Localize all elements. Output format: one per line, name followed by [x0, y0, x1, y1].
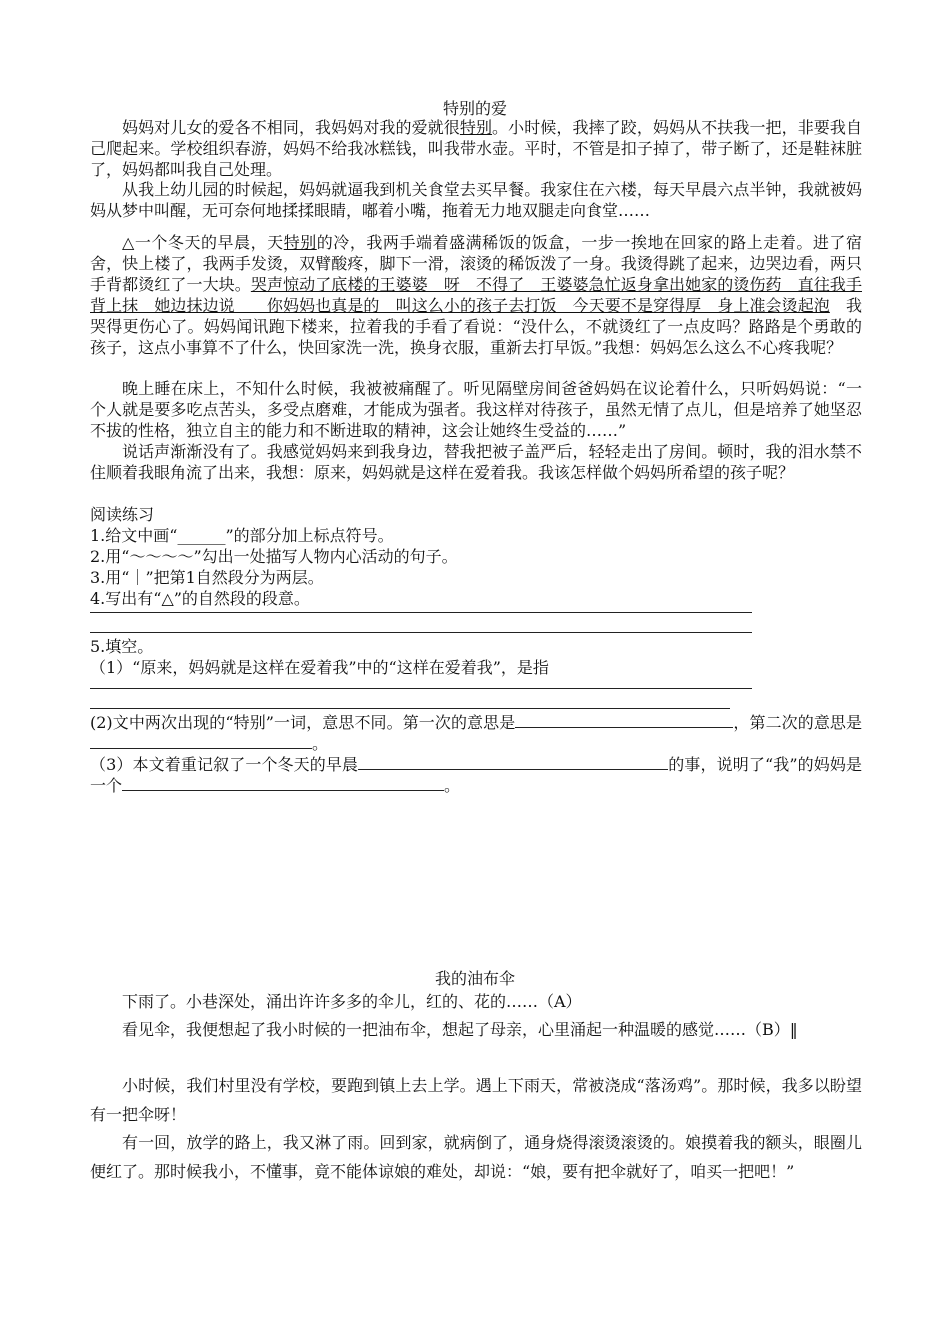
article2-paragraph-2: 看见伞，我便想起了我小时候的一把油布伞，想起了母亲，心里涌起一种温暖的感觉……（B）‖ — [122, 1020, 798, 1039]
answer-line-q5-1-a[interactable] — [90, 688, 752, 689]
article1-paragraph-4: 晚上睡在床上，不知什么时候，我被被痛醒了。听见隔壁房间爸爸妈妈在议论着什么，只听妈妈说：“一个人就是要多吃点苦头，多受点磨难，才能成为强者。我这样对待孩子，虽然无情了点儿，但是培养了她坚忍不拔的性格，独立自主的能力和不断进取的精神，这会让她终生受益的……” — [90, 379, 862, 440]
article1-paragraph-1 — [90, 117, 862, 180]
p3-text-c: 我哭得更伤心了。妈妈闻讯跑下楼来，拉着我的手看了看说：“没什么，不就烫红了一点皮吗？路路是个勇敢的孩子，这点小事算不了什么，快回家洗一洗，换身衣服，重新去打早饭。”我想：妈妈怎么这么不心疼我呢？ — [90, 296, 862, 357]
q5-3-blank-2[interactable] — [122, 775, 444, 791]
question-1: 1.给文中画“______”的部分加上标点符号。 — [90, 526, 394, 545]
p3-marked-word: 特别 — [283, 233, 317, 252]
article1-paragraph-5: 说话声渐渐没有了。我感觉妈妈来到我身边，替我把被子盖严后，轻轻走出了房间。顿时，我的泪水禁不住顺着我眼角流了出来，我想：原来，妈妈就是这样在爱着我。我该怎样做个妈妈所希望的孩子呢？ — [90, 442, 862, 482]
article1-title: 特别的爱 — [442, 99, 507, 118]
answer-line-q4-2[interactable] — [90, 632, 752, 633]
article2-paragraph-3: 小时候，我们村里没有学校，要跑到镇上去上学。遇上下雨天，常被浇成“落汤鸡”。那时候，我多以盼望有一把伞呀！ — [90, 1076, 862, 1124]
q5-2-text-c: 。 — [312, 734, 329, 753]
q5-2-blank-1[interactable] — [515, 712, 733, 728]
article1-paragraph-2: 从我上幼儿园的时候起，妈妈就逼我到机关食堂去买早餐。我家住在六楼，每天早晨六点半钟，我就被妈妈从梦中叫醒，无可奈何地揉揉眼睛，嘟着小嘴，拖着无力地双腿走向食堂…… — [90, 180, 862, 220]
p3-text-b: 的冷，我两手端着盛满稀饭的饭盒，一步一挨地在回家的路上走着。进了宿舍，快上楼了，我两手发烫，双臂酸疼，脚下一滑，滚烫的稀饭泼了一身。我烫得跳了起来，边哭边看，两只手背都烫红了一大块。 — [90, 233, 862, 294]
q5-3-text-a: （3）本文着重记叙了一个冬天的早晨 — [90, 755, 359, 774]
article2-paragraph-4: 有一回，放学的路上，我又淋了雨。回到家，就病倒了，通身烧得滚烫滚烫的。娘摸着我的额头，眼圈儿便红了。那时候我小，不懂事，竟不能体谅娘的难处，却说：“娘，要有把伞就好了，咱买一把吧！” — [90, 1133, 862, 1181]
question-2: 2.用“～～～～”勾出一处描写人物内心活动的句子。 — [90, 547, 458, 566]
p3-text-a: △一个冬天的早晨，天 — [122, 233, 284, 252]
question-3: 3.用“｜”把第1自然段分为两层。 — [90, 568, 324, 587]
question-5-2 — [90, 712, 862, 754]
q5-2-text-a: (2)文中两次出现的“特别”一词，意思不同。第一次的意思是 — [90, 713, 516, 732]
question-5: 5.填空。 — [90, 637, 154, 656]
article1-paragraph-3 — [90, 232, 862, 358]
p3-underlined-passage: 哭声惊动了底楼的王婆婆 呀 不得了 王婆婆急忙返身拿出她家的烫伤药 直往我手背上抹 她边抹边说 你妈妈也真是的 叫这么小的孩子去打饭 今天要不是穿得厚 身上准会烫起泡 — [90, 275, 862, 315]
question-4: 4.写出有“△”的自然段的段意。 — [90, 589, 310, 608]
q5-3-text-b: 的事，说明了“我”的妈妈是一个 — [90, 755, 862, 795]
question-5-1: （1）“原来，妈妈就是这样在爱着我”中的“这样在爱着我”，是指 — [90, 658, 549, 677]
q5-3-blank-1[interactable] — [358, 754, 668, 770]
exercise-heading: 阅读练习 — [90, 505, 155, 524]
q5-2-text-b: ，第二次的意思是 — [733, 713, 862, 732]
q5-2-blank-2[interactable] — [90, 733, 312, 749]
article2-title: 我的油布伞 — [434, 969, 515, 988]
answer-line-q5-1-b[interactable] — [90, 708, 730, 709]
q5-3-text-c: 。 — [444, 776, 461, 795]
answer-line-q4-1[interactable] — [90, 612, 752, 613]
question-5-3 — [90, 754, 862, 796]
article2-paragraph-1: 下雨了。小巷深处，涌出许许多多的伞儿，红的、花的……（A） — [122, 992, 582, 1011]
p1-text-b: 。小时候，我摔了跤，妈妈从不扶我一把，非要我自己爬起来。学校组织春游，妈妈不给我冰糕钱，叫我带水壶。平时，不管是扣子掉了，带子断了，还是鞋袜脏了，妈妈都叫我自己处理。 — [90, 118, 862, 179]
p1-text-a: 妈妈对儿女的爱各不相同，我妈妈对我的爱就很 — [122, 118, 460, 137]
p1-marked-word: 特别 — [459, 118, 493, 137]
